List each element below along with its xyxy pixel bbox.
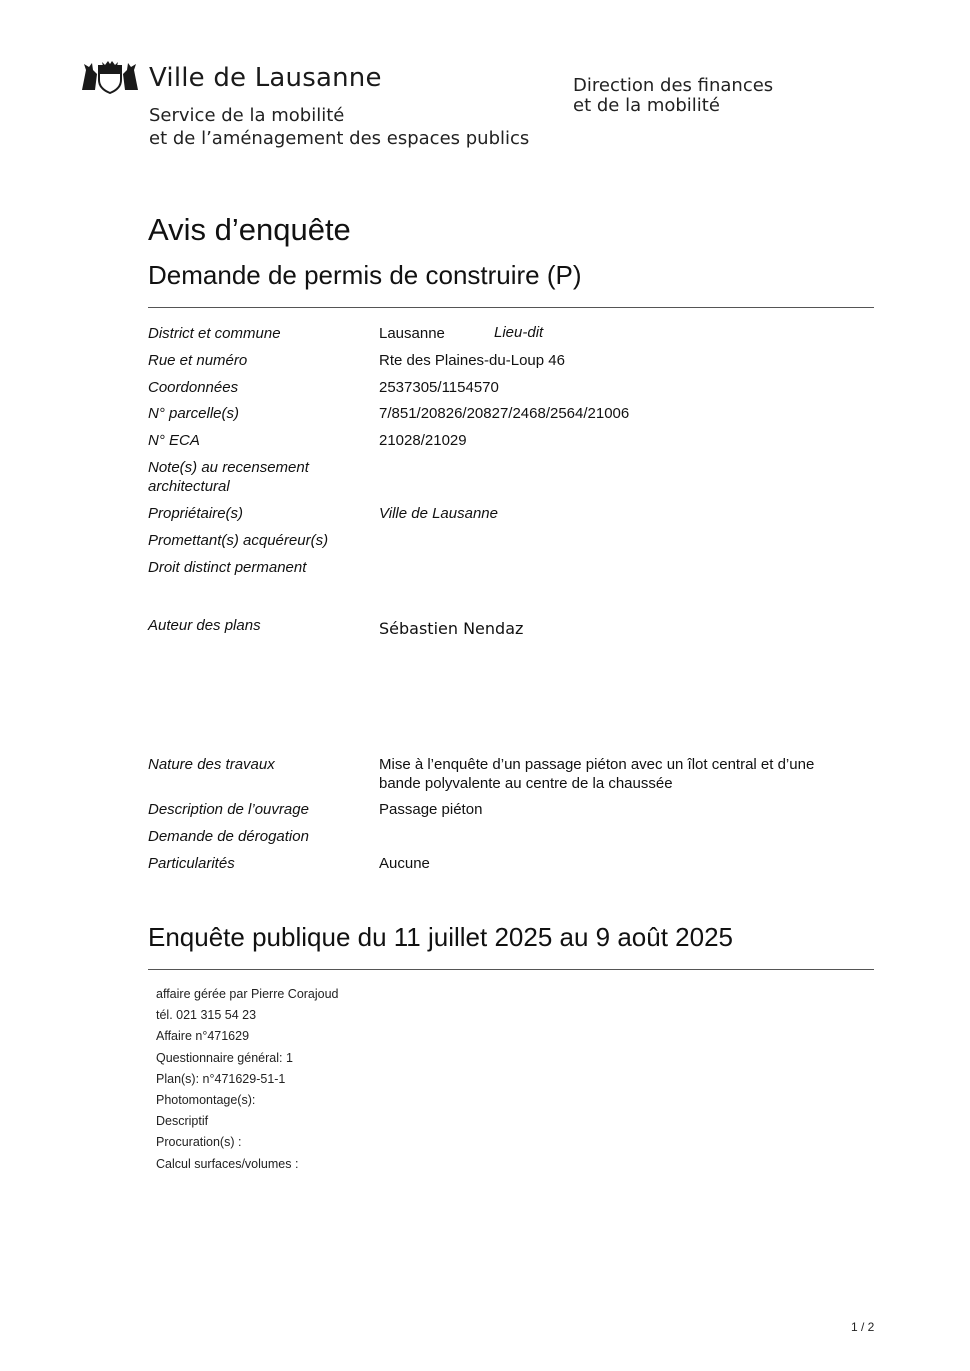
eca-value: 21028/21029 xyxy=(379,432,467,449)
page-title: Avis d’enquête xyxy=(148,212,351,247)
meta-list xyxy=(156,984,339,1175)
description-value: Passage piéton xyxy=(379,801,483,818)
rue-label: Rue et numéro xyxy=(148,352,248,369)
parcelle-value: 7/851/20826/20827/2468/2564/21006 xyxy=(379,405,630,422)
direction-name xyxy=(573,76,773,116)
proprietaire-value: Ville de Lausanne xyxy=(379,505,498,522)
direction-line-1: Direction des finances xyxy=(573,75,774,96)
nature-label: Nature des travaux xyxy=(148,756,275,773)
page-number: 1 / 2 xyxy=(851,1320,875,1334)
note-label-line-1: Note(s) au recensement xyxy=(148,459,309,476)
service-name xyxy=(149,104,529,150)
meta-managed-by: affaire gérée par Pierre Corajoud xyxy=(156,987,339,1001)
nature-value-line-1: Mise à l’enquête d’un passage piéton avec un îlot central et d’une xyxy=(379,756,815,773)
meta-procuration: Procuration(s) : xyxy=(156,1135,242,1150)
enquete-title: Enquête publique du 11 juillet 2025 au 9 août 2025 xyxy=(148,922,734,952)
proprietaire-label: Propriétaire(s) xyxy=(148,505,244,522)
district-label: District et commune xyxy=(148,325,281,342)
district-value: Lausanne xyxy=(379,325,445,342)
meta-affaire: Affaire n°471629 xyxy=(156,1029,250,1044)
meta-questionnaire: Questionnaire général: 1 xyxy=(156,1050,293,1065)
page-subtitle: Demande de permis de construire (P) xyxy=(148,260,582,290)
direction-line-2: et de la mobilité xyxy=(573,95,720,116)
city-name: Ville de Lausanne xyxy=(149,63,382,93)
divider xyxy=(148,969,874,970)
auteur-value: Sébastien Nendaz xyxy=(379,619,524,638)
nature-value xyxy=(379,755,869,793)
coord-value: 2537305/1154570 xyxy=(379,379,499,396)
auteur-label: Auteur des plans xyxy=(148,617,261,634)
note-label-line-2: architectural xyxy=(148,478,230,495)
coord-label: Coordonnées xyxy=(148,379,239,396)
derogation-label: Demande de dérogation xyxy=(148,828,309,845)
note-label xyxy=(148,458,368,496)
eca-label: N° ECA xyxy=(148,432,200,449)
service-line-2: et de l’aménagement des espaces publics xyxy=(149,128,530,149)
lieu-dit-label: Lieu-dit xyxy=(494,324,544,341)
particularites-label: Particularités xyxy=(148,855,235,872)
meta-calcul: Calcul surfaces/volumes : xyxy=(156,1156,299,1171)
lausanne-coat-of-arms-logo xyxy=(80,60,140,94)
nature-value-line-2: bande polyvalente au centre de la chaussée xyxy=(379,775,673,792)
particularites-value: Aucune xyxy=(379,855,430,872)
parcelle-label: N° parcelle(s) xyxy=(148,405,240,422)
service-line-1: Service de la mobilité xyxy=(149,105,345,126)
meta-descriptif: Descriptif xyxy=(156,1114,209,1129)
meta-photomontage: Photomontage(s): xyxy=(156,1092,256,1107)
description-label: Description de l’ouvrage xyxy=(148,801,309,818)
promettant-label: Promettant(s) acquéreur(s) xyxy=(148,532,329,549)
divider xyxy=(148,307,874,308)
meta-plans: Plan(s): n°471629-51-1 xyxy=(156,1071,286,1086)
droit-label: Droit distinct permanent xyxy=(148,559,307,576)
rue-value: Rte des Plaines-du-Loup 46 xyxy=(379,352,565,369)
meta-phone: tél. 021 315 54 23 xyxy=(156,1008,257,1023)
